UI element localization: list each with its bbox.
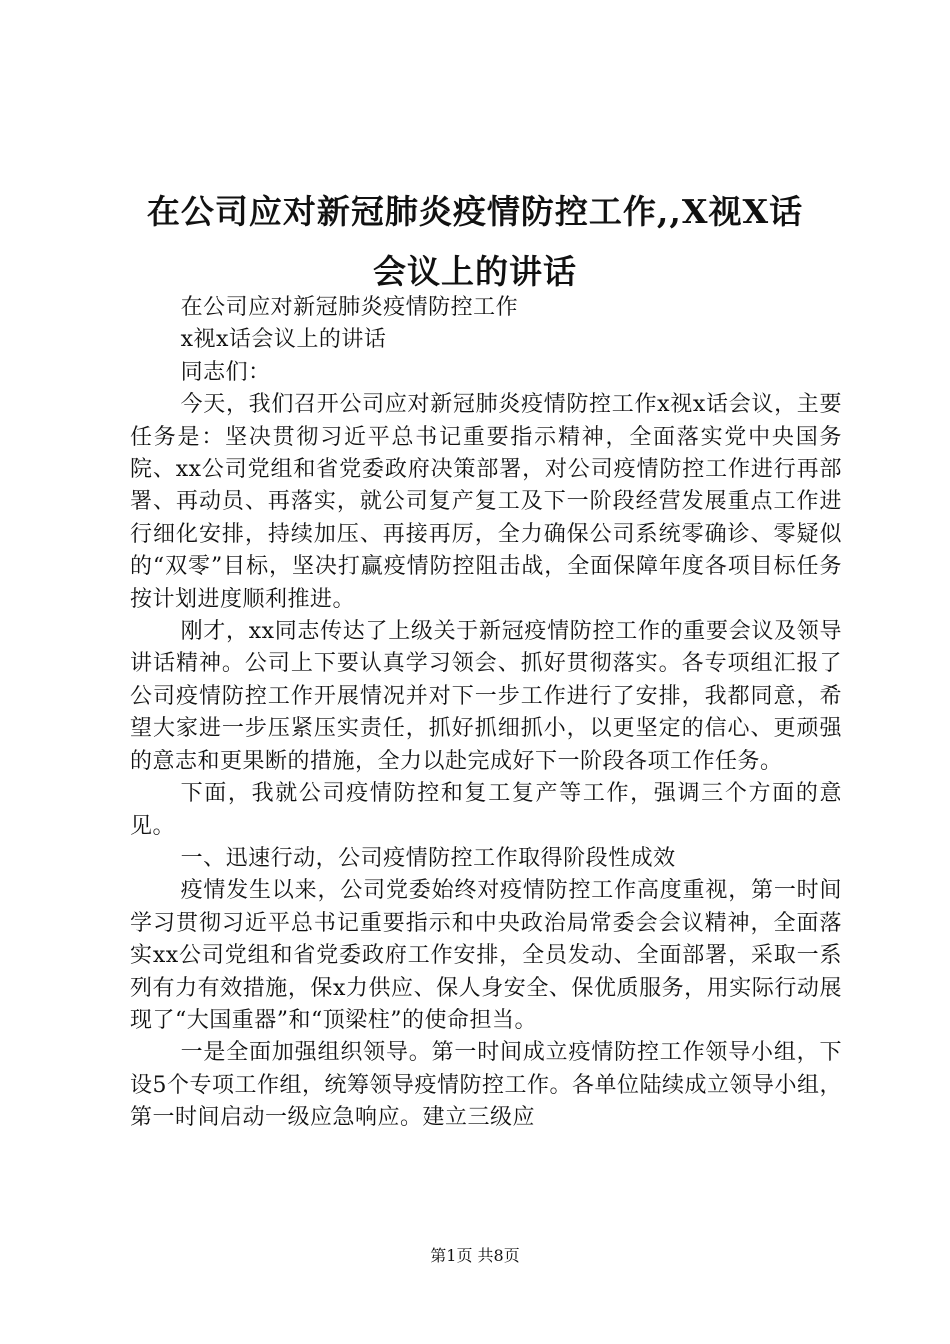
paragraph: 疫情发生以来，公司党委始终对疫情防控工作高度重视，第一时间学习贯彻习近平总书记重要指示和中央政治局常委会会议精神，全面落实xx公司党组和省党委政府工作安排，全员发动、全面部署，采取一系列有力有效措施，保x力供应、保人身安全、保优质服务，用实际行动展现了“大国重器”和“顶梁柱”的使命担当。 — [130, 878, 842, 1033]
paragraph: 刚才，xx同志传达了上级关于新冠疫情防控工作的重要会议及领导讲话精神。公司上下要认真学习领会、抓好贯彻落实。各专项组汇报了公司疫情防控工作开展情况并对下一步工作进行了安排，我都同意，希望大家进一步压紧压实责任，抓好抓细抓小，以更坚定的信心、更顽强的意志和更果断的措施，全力以赴完成好下一阶段各项工作任务。 — [130, 619, 842, 774]
salutation: 同志们： — [180, 359, 271, 385]
title-line-2: 会议上的讲话 — [373, 252, 577, 291]
subtitle-line-2: x视x话会议上的讲话 — [180, 327, 387, 353]
paragraph: 一是全面加强组织领导。第一时间成立疫情防控工作领导小组，下设5个专项工作组，统筹领导疫情防控工作。各单位陆续成立领导小组，第一时间启动一级应急响应。建立三级应 — [130, 1040, 842, 1131]
title-line-1: 在公司应对新冠肺炎疫情防控工作,,X视X话 — [146, 192, 804, 231]
paragraph: 下面，我就公司疫情防控和复工复产等工作，强调三个方面的意见。 — [130, 781, 842, 839]
section-heading: 一、迅速行动，公司疫情防控工作取得阶段性成效 — [180, 845, 676, 871]
subtitle-line-1: 在公司应对新冠肺炎疫情防控工作 — [180, 295, 519, 320]
document-body — [130, 292, 842, 1135]
paragraph: 今天，我们召开公司应对新冠肺炎疫情防控工作x视x话会议，主要任务是：坚决贯彻习近平总书记重要指示精神，全面落实党中央国务院、xx公司党组和省党委政府决策部署，对公司疫情防控工作进行再部署、再动员、再落实，就公司复产复工及下一阶段经营发展重点工作进行细化安排，持续加压、再接再厉，全力确保公司系统零确诊、零疑似的“双零”目标，坚决打赢疫情防控阻击战，全面保障年度各项目标任务按计划进度顺利推进。 — [130, 392, 842, 612]
document-title — [120, 182, 830, 302]
page-footer: 第1页 共8页 — [430, 1246, 520, 1265]
